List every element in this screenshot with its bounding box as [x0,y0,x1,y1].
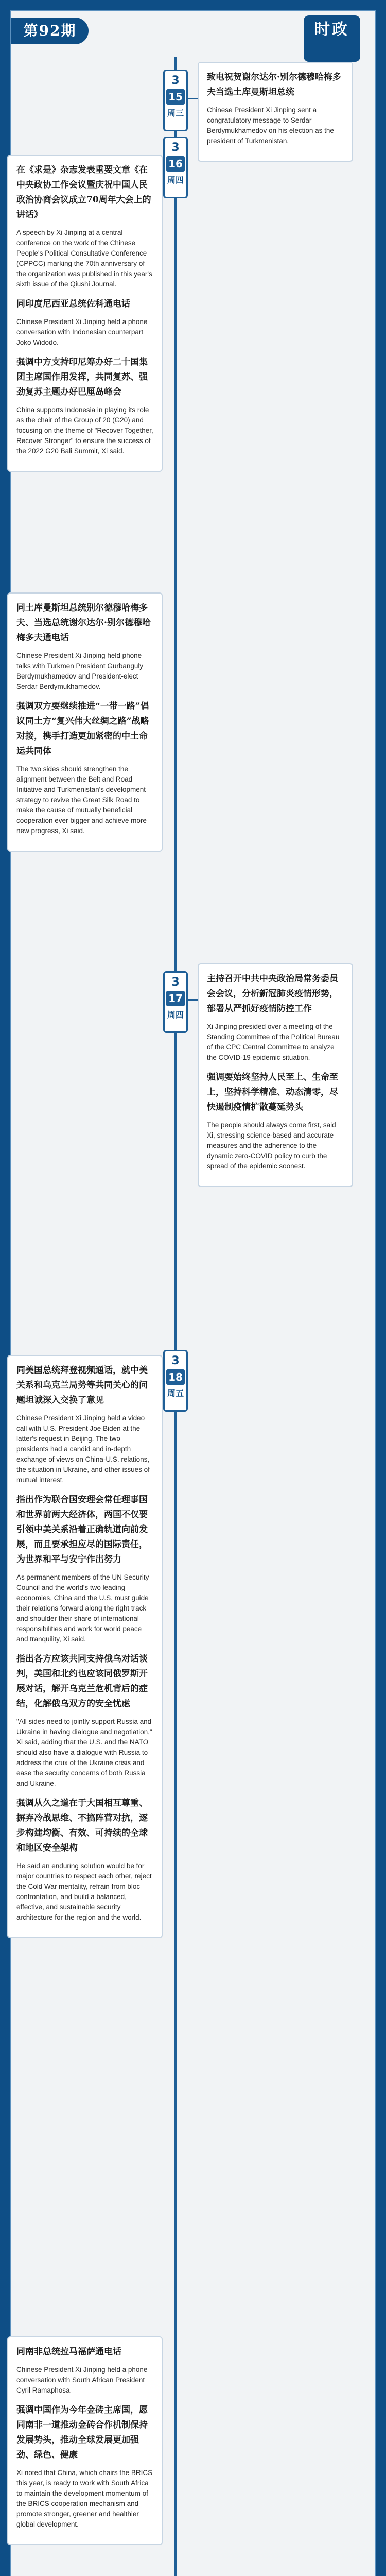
event-highlight-zh: 强调双方要继续推进“一带一路”倡议同土方“复兴伟大丝绸之路”战略对接，携手打造更加紧密的中土命运共同体 [16,701,149,756]
event-text-en: As permanent members of the UN Security Council and the world's two leading economies, China and the U.S. must guide their relations forward along the right track and shoulder their share of international responsibilities and work for world peace and tranquility, Xi said. [16,1573,149,1643]
event-card [7,1355,163,1938]
day: 15 [166,89,185,105]
day: 16 [166,156,185,172]
event-card [7,155,163,472]
weekday: 周三 [167,108,184,118]
event-text-en: China supports Indonesia in playing its role as the chair of the Group of 20 (G20) and focusing on the theme of "Recover Together, Recover Stronger" to ensure the success of the 2022 G20 Bali Summit, Xi said. [16,406,153,455]
day: 17 [166,991,185,1006]
event-highlight-zh: 强调从久之道在于大国相互尊重、摒弃冷战思维、不搞阵营对抗，逐步构建均衡、有效、可持续的全球和地区安全架构 [16,1798,148,1853]
event-title-zh: 在《求是》杂志发表重要文章《在中央政协工作会议暨庆祝中国人民政治协商会议成立70周年大会上的讲话》 [16,165,151,220]
day: 18 [166,1369,185,1385]
event-text-en: Xi Jinping presided over a meeting of the Standing Committee of the Political Bureau of the CPC Central Committee to analyze the COVID-19 epidemic situation. [207,1023,340,1061]
event-text-en: A speech by Xi Jinping at a central conference on the work of the Chinese People's Political Consultative Conference (CPPCC) marking the 70th anniversary of the organization was published in this year's sixth issue of the Qiushi Journal. [16,229,152,288]
month: 3 [171,74,180,87]
month: 3 [171,976,180,989]
date-badge-0317 [163,971,188,1033]
weekday: 周四 [167,1010,184,1020]
event-text-en: He said an enduring solution would be for major countries to respect each other, reject the Cold War mentality, refrain from bloc confrontation, and build a balanced, effective, and sustainable security architecture for the region and the world. [16,1862,152,1921]
event-text-en: The two sides should strengthen the alignment between the Belt and Road Initiative and Turkmenistan's development strategy to revive the Great Silk Road to make the cause of mutually beneficial cooperation ever bigger and achieve more new progress, Xi said. [16,765,147,835]
event-text-en: "All sides need to jointly support Russia and Ukraine in having dialogue and negotiation," Xi said, adding that the U.S. and the NATO should also have a dialogue with Russia to address the crux of the Ukraine crisis and ease the security concerns of both Russia and Ukraine. [16,1718,152,1787]
event-text-en: Chinese President Xi Jinping held phone talks with Turkmen President Gurbanguly Berdymukhamedov and President-elect Serdar Berdymukhamedov. [16,652,144,690]
weekday: 周五 [167,1388,184,1398]
event-text-en: The people should always come first, said Xi, stressing science-based and accurate measures and the adherence to the dynamic zero-COVID policy to curb the spread of the epidemic soonest. [207,1121,336,1170]
weekday: 周四 [167,175,184,185]
date-badge-0315 [163,70,188,131]
month: 3 [171,141,180,154]
event-text-en: Xi noted that China, which chairs the BRICS this year, is ready to work with South Africa to maintain the development momentum of the BRICS cooperation mechanism and promote stronger, greener and healthier global development. [16,2469,153,2528]
event-card [7,592,163,852]
connector [188,98,198,99]
event-highlight-zh: 强调要始终坚持人民至上、生命至上，坚持科学精准、动态清零，尽快遏制疫情扩散蔓延势头 [207,1072,338,1112]
event-card [198,62,353,162]
shizheng-logo: 时政 [304,15,360,62]
event-highlight-zh: 指出各方应该共同支持俄乌对话谈判，美国和北约也应该同俄罗斯开展对话，解开乌克兰危机背后的症结，化解俄乌双方的安全忧虑 [16,1654,148,1709]
event-text-en: Chinese President Xi Jinping held a phone conversation with South African President Cyril Ramaphosa. [16,2366,148,2394]
event-highlight-zh: 指出作为联合国安理会常任理事国和世界前两大经济体，两国不仅要引领中美关系沿着正确轨道向前发展，而且要承担应尽的国际责任，为世界和平与安宁作出努力 [16,1495,148,1565]
issue-number: 第92期 [11,18,89,44]
connector [163,165,164,166]
event-highlight-zh: 强调中国作为今年金砖主席国，愿同南非一道推动金砖合作机制保持发展势头，推动全球发展更加强劲、绿色、健康 [16,2405,148,2460]
event-title-zh: 同土库曼斯坦总统别尔德穆哈梅多夫、当选总统谢尔达尔·别尔德穆哈梅多夫通电话 [16,603,151,643]
month: 3 [171,1354,180,1367]
event-title-zh: 主持召开中共中央政治局常务委员会会议，分析新冠肺炎疫情形势，部署从严抓好疫情防控工作 [207,974,338,1014]
event-card [7,2336,163,2545]
event-text-en: Chinese President Xi Jinping held a video call with U.S. President Joe Biden at the latter's request in Beijing. The two presidents had a candid and in-depth exchange of views on China-U.S. relations, the situation in Ukraine, and other issues of mutual interest. [16,1414,150,1484]
event-highlight-zh: 强调中方支持印尼筹办好二十国集团主席国作用发挥，共同复苏、强劲复苏主题办好巴厘岛峰会 [16,357,148,397]
event-title-zh: 致电祝贺谢尔达尔·别尔德穆哈梅多夫当选土库曼斯坦总统 [207,72,341,97]
event-card [198,963,353,1187]
date-badge-0316 [163,137,188,198]
event-title-zh: 同南非总统拉马福萨通电话 [16,2347,121,2357]
event-title-zh: 同美国总统拜登视频通话，就中美关系和乌克兰局势等共同关心的问题坦诚深入交换了意见 [16,1365,148,1405]
event-text-en: Chinese President Xi Jinping held a phone conversation with Indonesian counterpart Joko Widodo. [16,318,148,346]
date-badge-0318 [163,1350,188,1412]
event-title-zh: 同印度尼西亚总统佐科通电话 [16,299,130,309]
event-text-en: Chinese President Xi Jinping sent a congratulatory message to Serdar Berdymukhamedov on his election as the president of Turkmenistan. [207,106,334,145]
timeline-line [174,57,177,2576]
connector [188,999,198,1001]
